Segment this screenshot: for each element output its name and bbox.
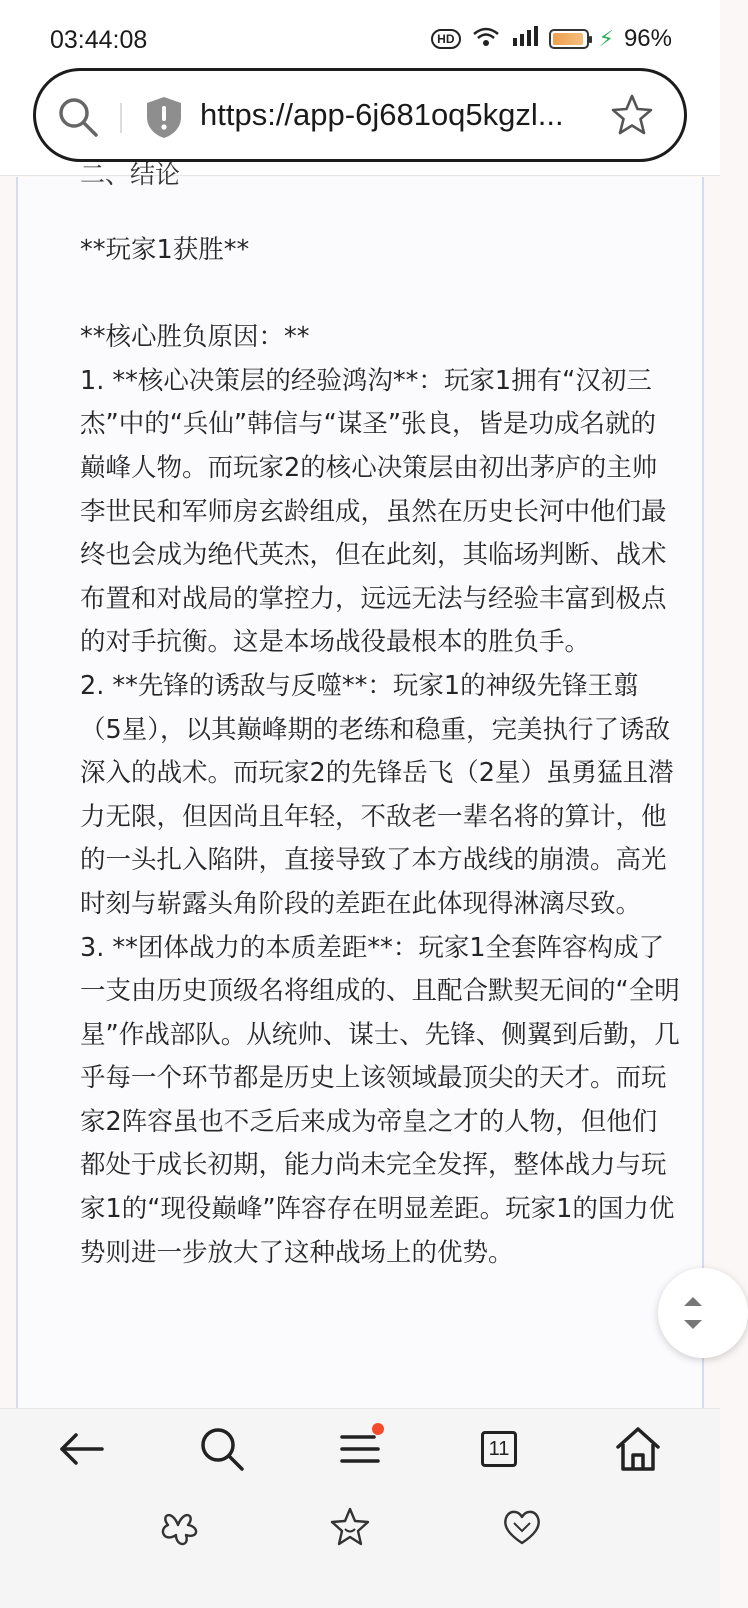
reason-point-2: 2. **先锋的诱敌与反噬**：玩家1的神级先锋王翦（5星），以其巅峰期的老练和稳重，完美执行了诱敌深入的战术。而玩家2的先锋岳飞（2星）虽勇猛且潜力无限，但因尚且年轻，不敌老一辈名将的算计，他的一头扎入陷阱，直接导致了本方战线的崩溃。高光时刻与崭露头角阶段的差距在此体现得淋漓尽致。 bbox=[80, 670, 674, 919]
winner-line: **玩家1获胜** bbox=[80, 235, 250, 265]
content-card bbox=[16, 160, 704, 1417]
hd-icon: HD bbox=[431, 29, 460, 49]
article-body bbox=[80, 229, 680, 1275]
search-icon bbox=[192, 1419, 252, 1479]
star-icon[interactable] bbox=[328, 1505, 372, 1549]
reason-point-3: 3. **团体战力的本质差距**：玩家1全套阵容构成了一支由历史顶级名将组成的、且配合默契无间的“全明星”作战部队。从统帅、谋士、先锋、侧翼到后勤，几乎每一个环节都是历史上该领域最顶尖的天才。而玩家2阵容虽也不乏后来成为帝皇之才的人物，但他们都处于成长初期，能力尚未完全发挥，整体战力与玩家1的“现役巅峰”阵容存在明显差距。玩家1的国力优势则进一步放大了这种战场上的优势。 bbox=[80, 932, 680, 1268]
search-icon[interactable] bbox=[56, 95, 100, 139]
heart-icon[interactable] bbox=[500, 1505, 544, 1549]
cellular-signal-icon bbox=[511, 24, 539, 54]
search-button[interactable] bbox=[192, 1419, 252, 1479]
bottom-navigation bbox=[0, 1408, 720, 1608]
reason-point-1: 1. **核心决策层的经验鸿沟**：玩家1拥有“汉初三杰”中的“兵仙”韩信与“谋圣”张良，皆是功成名就的巅峰人物。而玩家2的核心决策层由初出茅庐的主帅李世民和军师房玄龄组成，虽然在历史长河中他们最终也会成为绝代英杰，但在此刻，其临场判断、战术布置和对战局的掌控力，远远无法与经验丰富到极点的对手抗衡。这是本场战役最根本的胜负手。 bbox=[80, 365, 667, 658]
status-bar bbox=[0, 0, 720, 72]
url-divider bbox=[120, 103, 122, 133]
address-bar[interactable] bbox=[33, 68, 687, 162]
tabs-icon: 11 bbox=[481, 1431, 517, 1467]
wifi-signal-icon bbox=[471, 24, 501, 54]
shield-icon[interactable] bbox=[144, 95, 184, 139]
home-button[interactable] bbox=[608, 1419, 668, 1479]
home-icon bbox=[608, 1419, 668, 1479]
battery-icon bbox=[549, 29, 589, 49]
url-text[interactable]: https://app-6j681oq5kgzl... bbox=[200, 97, 564, 132]
tabs-button[interactable] bbox=[468, 1419, 528, 1479]
back-button[interactable] bbox=[52, 1419, 112, 1479]
bookmark-star-icon[interactable] bbox=[610, 93, 654, 137]
charging-bolt-icon: ⚡ bbox=[598, 26, 614, 52]
reasons-heading: **核心胜负原因：** bbox=[80, 322, 310, 353]
menu-button[interactable] bbox=[330, 1419, 390, 1479]
clover-icon[interactable] bbox=[156, 1505, 200, 1549]
status-icons bbox=[431, 24, 672, 54]
status-time: 03:44:08 bbox=[50, 26, 148, 54]
battery-fill bbox=[553, 33, 584, 45]
scroll-arrows-icon bbox=[678, 1288, 708, 1338]
back-arrow-icon bbox=[52, 1419, 112, 1479]
battery-percent: 96% bbox=[623, 25, 672, 52]
web-page[interactable] bbox=[0, 160, 720, 1407]
scroll-up-down-button[interactable] bbox=[658, 1268, 748, 1358]
clipped-heading: 二、结论 bbox=[80, 160, 181, 189]
notification-dot bbox=[372, 1423, 384, 1435]
